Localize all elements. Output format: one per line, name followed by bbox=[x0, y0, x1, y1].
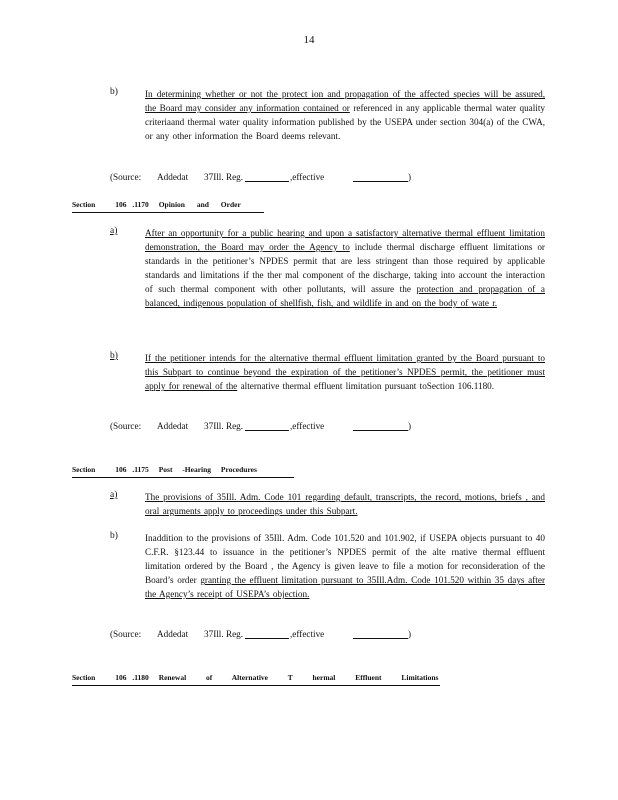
source-close: ) bbox=[408, 172, 412, 182]
paragraph-label: b) bbox=[110, 87, 118, 97]
section-suffix: .1175 bbox=[132, 465, 149, 474]
section-title: Post -Hearing Procedures bbox=[158, 465, 257, 474]
section-label: Section bbox=[72, 200, 96, 209]
section-label: Section bbox=[72, 673, 96, 682]
source-open: (Source: bbox=[110, 172, 142, 182]
source-open: (Source: bbox=[110, 421, 142, 431]
section-heading-1170 bbox=[72, 200, 241, 209]
section-suffix: .1170 bbox=[132, 200, 149, 209]
source-effective: ,effective bbox=[290, 421, 325, 431]
plain-text: include thermal discharge effluent limitations or standards in the petitioner’s NPDES permit that are less stringent than those required by applicable standards and limitations if the ther mal component of the discharge, taking into account the interaction of such thermal component with other pollutants, will assure the bbox=[145, 242, 545, 294]
source-reg: 37Ill. Reg. bbox=[204, 421, 244, 431]
source-effective: ,effective bbox=[290, 629, 325, 639]
source-reg: 37Ill. Reg. bbox=[204, 172, 244, 182]
section-heading-1180 bbox=[72, 673, 438, 682]
plain-text: alternative thermal effluent limitation pursuant toSection 106.1180. bbox=[240, 381, 495, 391]
section-heading-1175 bbox=[72, 465, 257, 474]
section-suffix: .1180 bbox=[132, 673, 149, 682]
source-added: Addedat bbox=[157, 172, 189, 182]
paragraph-label: b) bbox=[110, 351, 118, 361]
plain-text: referenced in any applicable thermal water quality criteriaand thermal water quality information published by the USEPA under section 304(a) of the CWA, or any other information the Board deems relevant. bbox=[145, 103, 545, 141]
plain-text: Inaddition to the provisions of 35Ill. Adm. Code 101.520 and 101.902, if USEPA objects pursuant to 40 C.F.R. §123.44 to issuance in the petitioner’s NPDES permit of the alte rnative thermal effluent limitation ordered by the Board , the Agency is given leave to file a motion for reconsideration of the Board’s order bbox=[145, 533, 545, 585]
underlined-text-bottom: protection and propagation of a balanced, indigenous population of shellfish, fish, and wildlife in and on the body of wate r. bbox=[145, 284, 545, 308]
section-underline bbox=[72, 477, 294, 478]
paragraph-label: a) bbox=[110, 226, 118, 236]
source-added: Addedat bbox=[157, 629, 189, 639]
underlined-text: In determining whether or not the protect ion and propagation of the affected species will be assured, the Board may consider any information contained or bbox=[145, 89, 545, 113]
paragraph-label: a) bbox=[110, 490, 118, 500]
section-underline bbox=[72, 212, 264, 213]
section-label: Section bbox=[72, 465, 96, 474]
section-underline bbox=[72, 685, 440, 686]
source-added: Addedat bbox=[157, 421, 189, 431]
source-effective: ,effective bbox=[290, 172, 325, 182]
underlined-text: If the petitioner intends for the alternative thermal effluent limitation granted by the Board pursuant to this Subpart to continue beyond the expiration of the petitioner’s NPDES permit, the petitioner must apply for renewal of the bbox=[145, 353, 545, 391]
paragraph-label: b) bbox=[110, 531, 118, 541]
underlined-text: granting the effluent limitation pursuant to 35Ill.Adm. Code 101.520 within 35 days after the Agency’s receipt of USEPA’s objection. bbox=[145, 575, 546, 599]
page-number: 14 bbox=[303, 34, 315, 46]
source-open: (Source: bbox=[110, 629, 142, 639]
paragraph-text bbox=[145, 490, 545, 518]
paragraph-text bbox=[145, 351, 545, 393]
section-number: 106 bbox=[115, 200, 127, 209]
underlined-text: The provisions of 35Ill. Adm. Code 101 regarding default, transcripts, the record, motions, briefs , and oral arguments apply to proceedings under this Subpart. bbox=[145, 492, 545, 516]
source-reg: 37Ill. Reg. bbox=[204, 629, 244, 639]
source-close: ) bbox=[408, 629, 412, 639]
section-title: Opinion and Order bbox=[158, 200, 241, 209]
paragraph-text bbox=[145, 226, 545, 310]
paragraph-text bbox=[145, 531, 545, 601]
source-blank-reg bbox=[245, 172, 289, 182]
section-title: Renewal of Alternative T hermal Effluent Limitations bbox=[158, 673, 439, 682]
source-close: ) bbox=[408, 421, 412, 431]
underlined-text: After an opportunity for a public hearing and upon a satisfactory alternative thermal effluent limitation demonstration, the Board may order the Agency to bbox=[145, 228, 545, 252]
section-number: 106 bbox=[115, 673, 127, 682]
paragraph-text bbox=[145, 87, 545, 143]
section-number: 106 bbox=[115, 465, 127, 474]
